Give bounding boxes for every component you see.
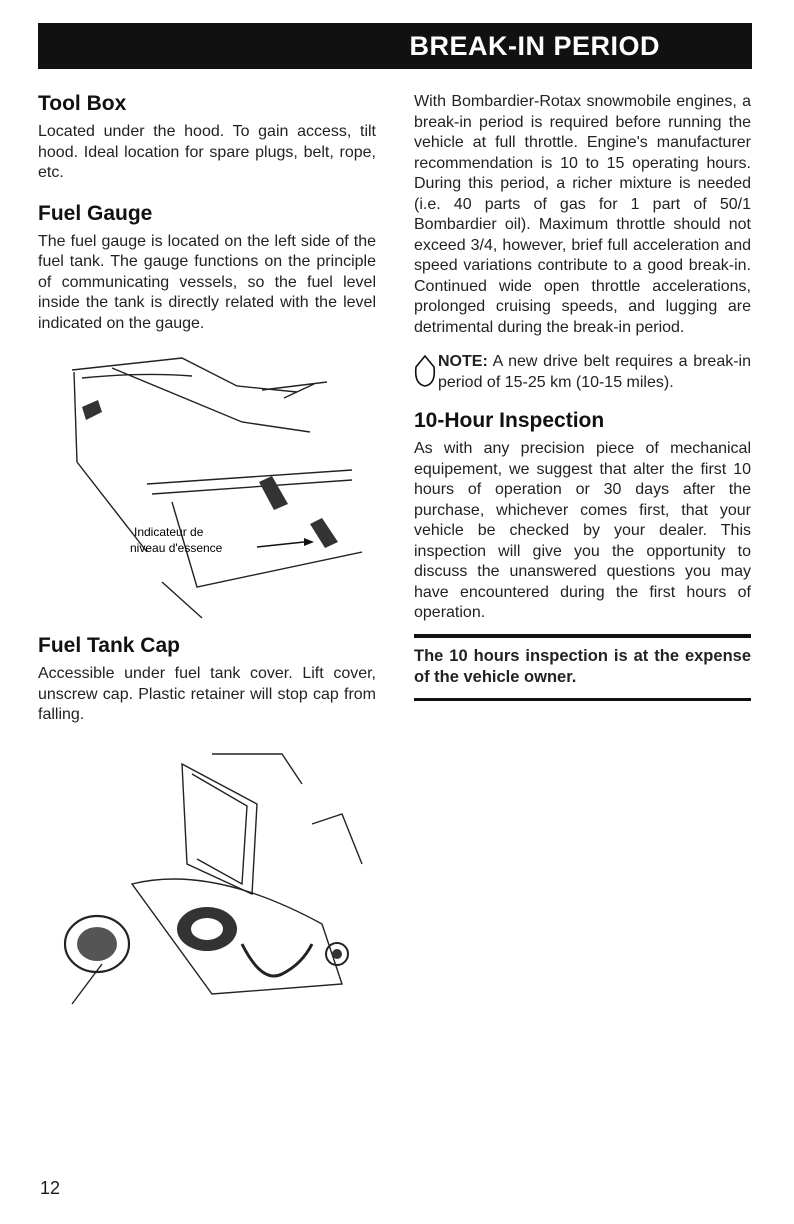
right-column (414, 92, 751, 719)
inspection-text: As with any precision piece of mechanical equipement, we suggest that alter the first 10 hours of operation or 30 days after the purchase, whichever comes first, that your vehicle be checked by your dealer. This inspection will give you the opportunity to discuss the unanswered questions you may have encountered during the first hours of operation. (414, 440, 751, 621)
fuel-tank-cap-heading: Fuel Tank Cap (38, 634, 180, 657)
pointer-arrow-icon (304, 538, 314, 546)
fuel-tank-cap-illustration (42, 744, 372, 1014)
header-bar (38, 23, 752, 69)
fuel-gauge-illustration (52, 352, 362, 622)
inspection-section (414, 409, 751, 701)
note-icon (414, 354, 436, 388)
page-title: BREAK-IN PERIOD (409, 31, 660, 61)
tool-box-text: Located under the hood. To gain access, tilt hood. Ideal location for spare plugs, belt, rope, etc. (38, 123, 376, 181)
page-number: 12 (40, 1178, 61, 1198)
inspection-heading: 10-Hour Inspection (414, 409, 605, 432)
divider-top (414, 634, 751, 638)
inspection-emphasis: The 10 hours inspection is at the expense of the vehicle owner. (414, 646, 751, 686)
note-label: NOTE: (438, 353, 488, 370)
gauge-label-line2: niveau d'essence (130, 541, 223, 555)
fuel-gauge-section (38, 202, 376, 335)
note-text: A new drive belt requires a break-in period of 15-25 km (10-15 miles). (438, 353, 751, 391)
fuel-tank-cap-text: Accessible under fuel tank cover. Lift cover, unscrew cap. Plastic retainer will stop cap from falling. (38, 665, 376, 723)
fuel-gauge-heading: Fuel Gauge (38, 201, 153, 225)
break-in-intro-text: With Bombardier-Rotax snowmobile engines, a break-in period is required before running the vehicle at full throttle. Engine's manufacturer recommendation is 10 to 15 operating hours. During this period, a richer mixture is needed (i.e. 40 parts of gas for 1 part of 50/1 Bombardier oil). Maximum throttle should not exceed 3/4, however, brief full acceleration and speed variations contribute to a good break-in. Continued wide open throttle accelerations, prolonged cruising speeds, and lugging are detrimental during the break-in period. (414, 93, 751, 336)
fuel-gauge-text: The fuel gauge is located on the left side of the fuel tank. The gauge functions on the principle of communicating vessels, so the fuel level inside the tank is directly related with the level indicated on the gauge. (38, 232, 376, 332)
tool-box-heading: Tool Box (38, 92, 127, 115)
divider-bottom (414, 698, 751, 701)
tool-box-section (38, 92, 376, 184)
left-column (38, 92, 376, 1014)
note-block (414, 352, 751, 393)
gauge-label-line1: Indicateur de (134, 525, 204, 539)
fuel-tank-cap-section (38, 634, 376, 726)
